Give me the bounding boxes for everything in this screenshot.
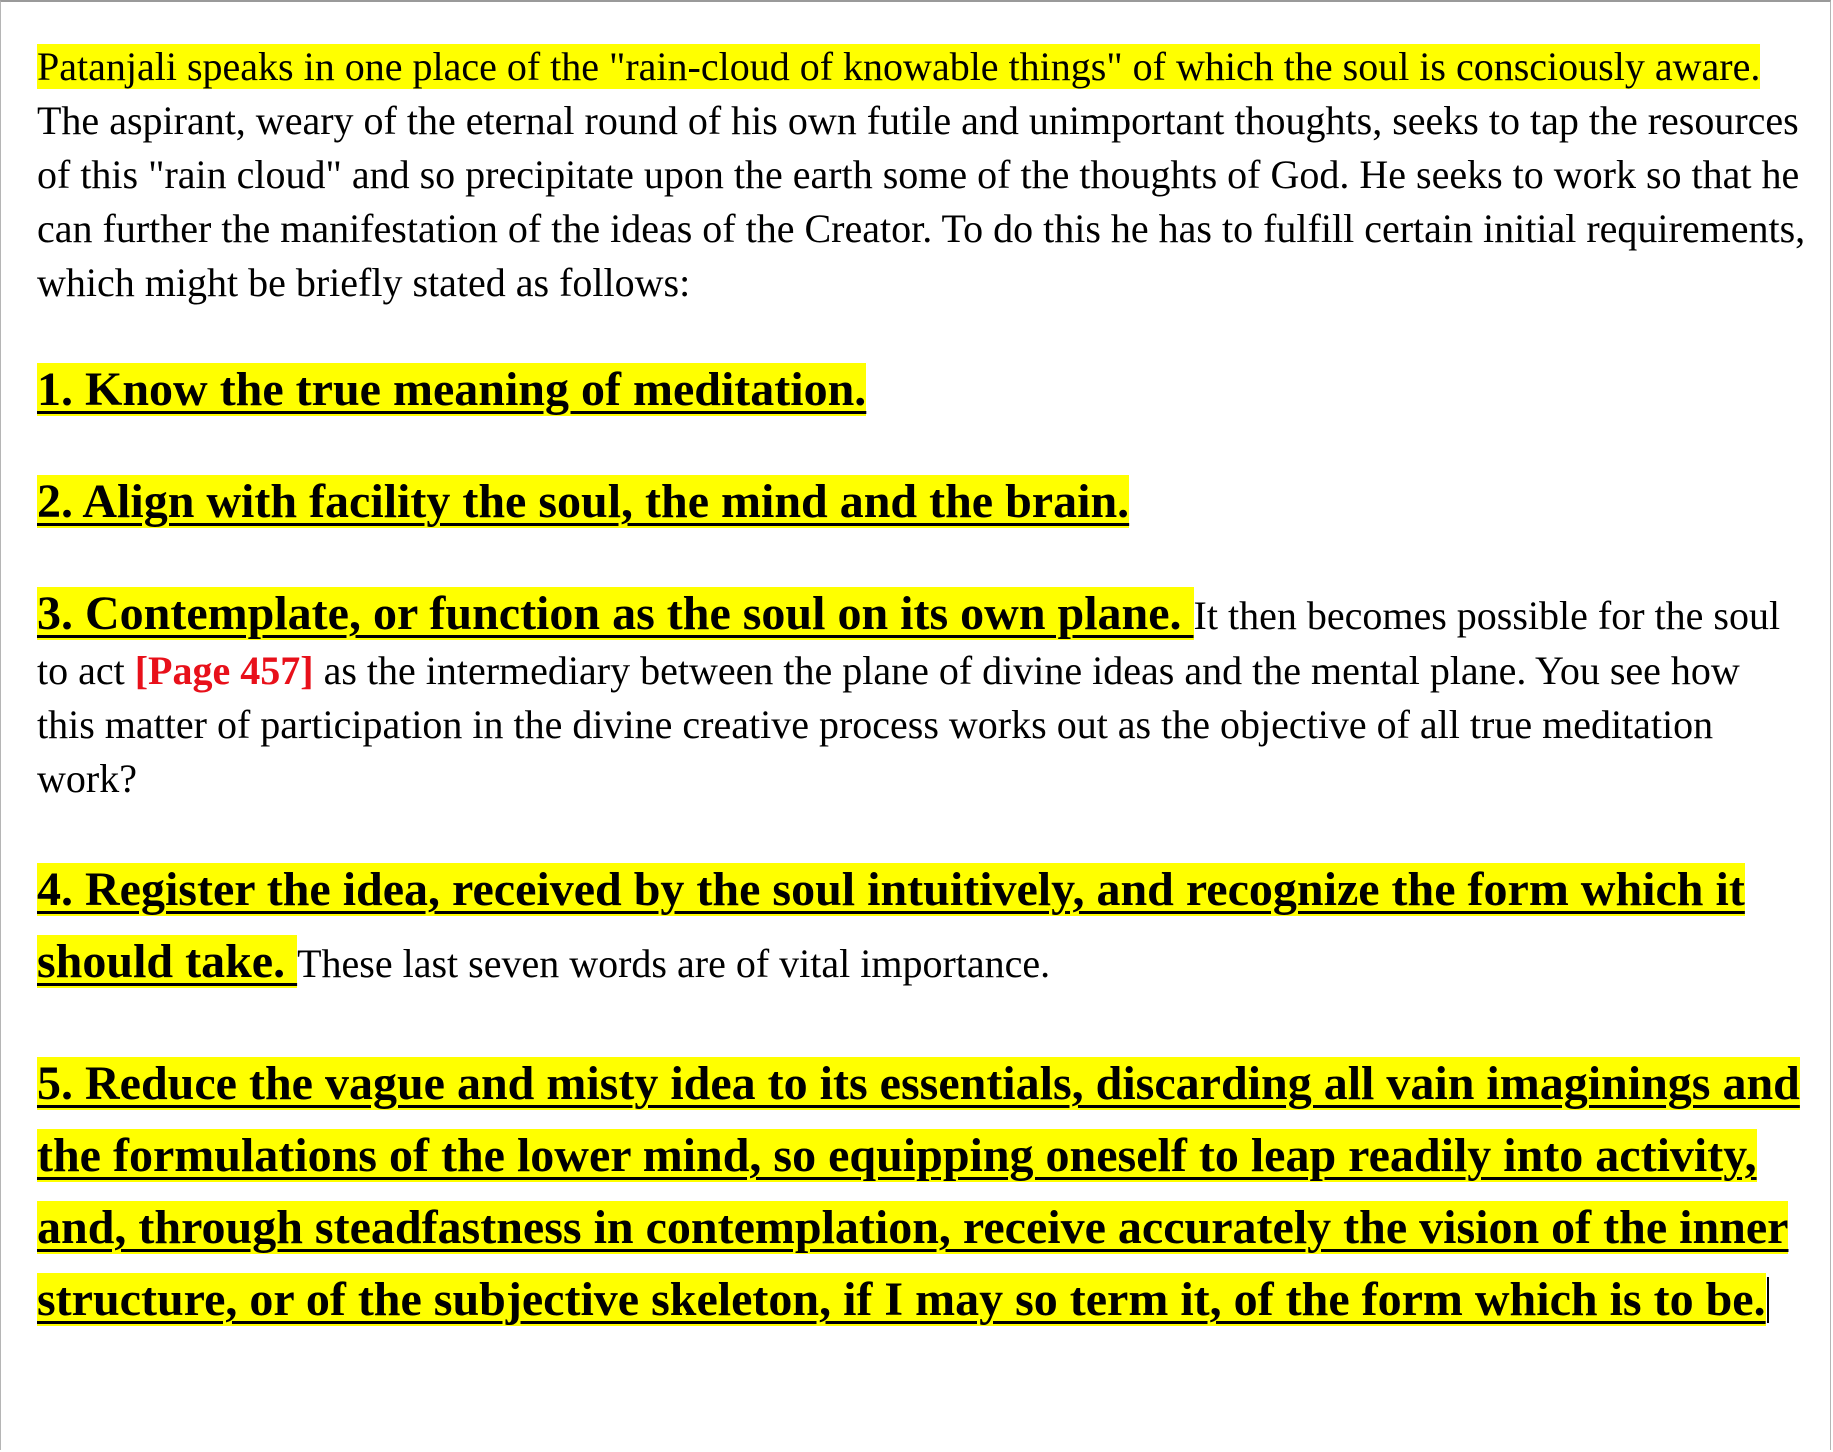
requirement-3-body-end: as the intermediary between the plane of divine ideas and the mental plane. You see how this matter of participation in the divine creative process works out as the objective of all true meditation work?: [37, 648, 1740, 801]
intro-highlighted-text: Patanjali speaks in one place of the "rain-cloud of knowable things" of which the soul is consciously aware.: [37, 44, 1761, 89]
requirement-5-heading: 5. Reduce the vague and misty idea to its essentials, discarding all vain imaginings and the formulations of the lower mind, so equipping oneself to leap readily into activity, and, through steadfastness in contemplation, receive accurately the vision of the inner structure, or of the subjective skeleton, if I may so term it, of the form which is to be.: [37, 1057, 1800, 1326]
requirement-5: [37, 1054, 1807, 1342]
requirement-4: [37, 860, 1807, 1004]
requirement-3-body-start: It then becomes possible for the soul to act: [37, 593, 1781, 693]
requirement-4-body: These last seven words are of vital importance.: [297, 941, 1051, 986]
requirement-2-heading: 2. Align with facility the soul, the mind and the brain.: [37, 475, 1130, 528]
page-reference: [Page 457]: [134, 648, 314, 693]
requirement-1-heading: 1. Know the true meaning of meditation.: [37, 363, 867, 416]
document-page[interactable]: [37, 40, 1807, 1342]
intro-body-text: The aspirant, weary of the eternal round of his own futile and unimportant thoughts, seeks to tap the resources of this "rain cloud" and so precipitate upon the earth some of the thoughts of God. He seeks to work so that he can further the manifestation of the ideas of the Creator. To do this he has to fulfill certain initial requirements, which might be briefly stated as follows:: [37, 98, 1806, 305]
requirement-1: [37, 360, 1807, 420]
requirement-2: [37, 472, 1807, 532]
text-cursor: [1767, 1277, 1769, 1323]
requirement-3: [37, 584, 1807, 806]
requirement-3-heading: 3. Contemplate, or function as the soul on its own plane.: [37, 587, 1194, 640]
requirement-4-heading: 4. Register the idea, received by the soul intuitively, and recognize the form which it should take.: [37, 863, 1745, 988]
intro-paragraph: [37, 40, 1807, 310]
